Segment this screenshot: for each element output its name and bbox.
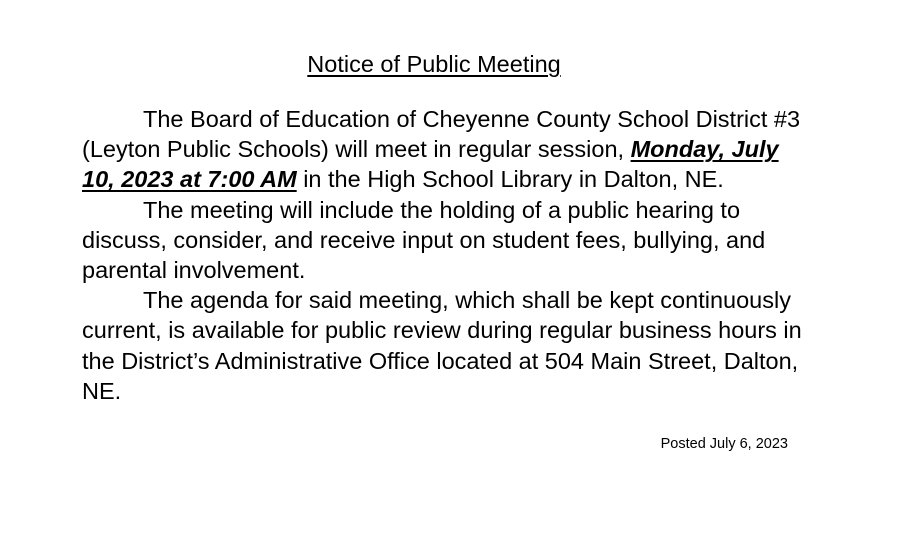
notice-title: Notice of Public Meeting xyxy=(307,51,561,77)
meeting-date-time: Monday, July 10, 2023 at 7:00 AM xyxy=(82,136,779,193)
paragraph-1-lead-text: The Board of Education of Cheyenne County School District #3 (Leyton Public Schools) will meet in regular session, xyxy=(82,106,801,163)
paragraph-public-hearing: The meeting will include the holding of a public hearing to discuss, consider, and receive input on student fees, bullying, and parental involvement. xyxy=(82,196,766,284)
paragraph-meeting-session xyxy=(82,104,812,195)
paragraph-1-trailing-text: in the High School Library in Dalton, NE. xyxy=(296,166,724,193)
posted-date: Posted July 6, 2023 xyxy=(660,436,788,452)
paragraph-agenda-availability: The agenda for said meeting, which shall be kept continuously current, is available for public review during regular business hours in the District’s Administrative Office located at 504 Main Street, Dalton, NE. xyxy=(82,287,802,404)
notice-body xyxy=(82,104,812,406)
